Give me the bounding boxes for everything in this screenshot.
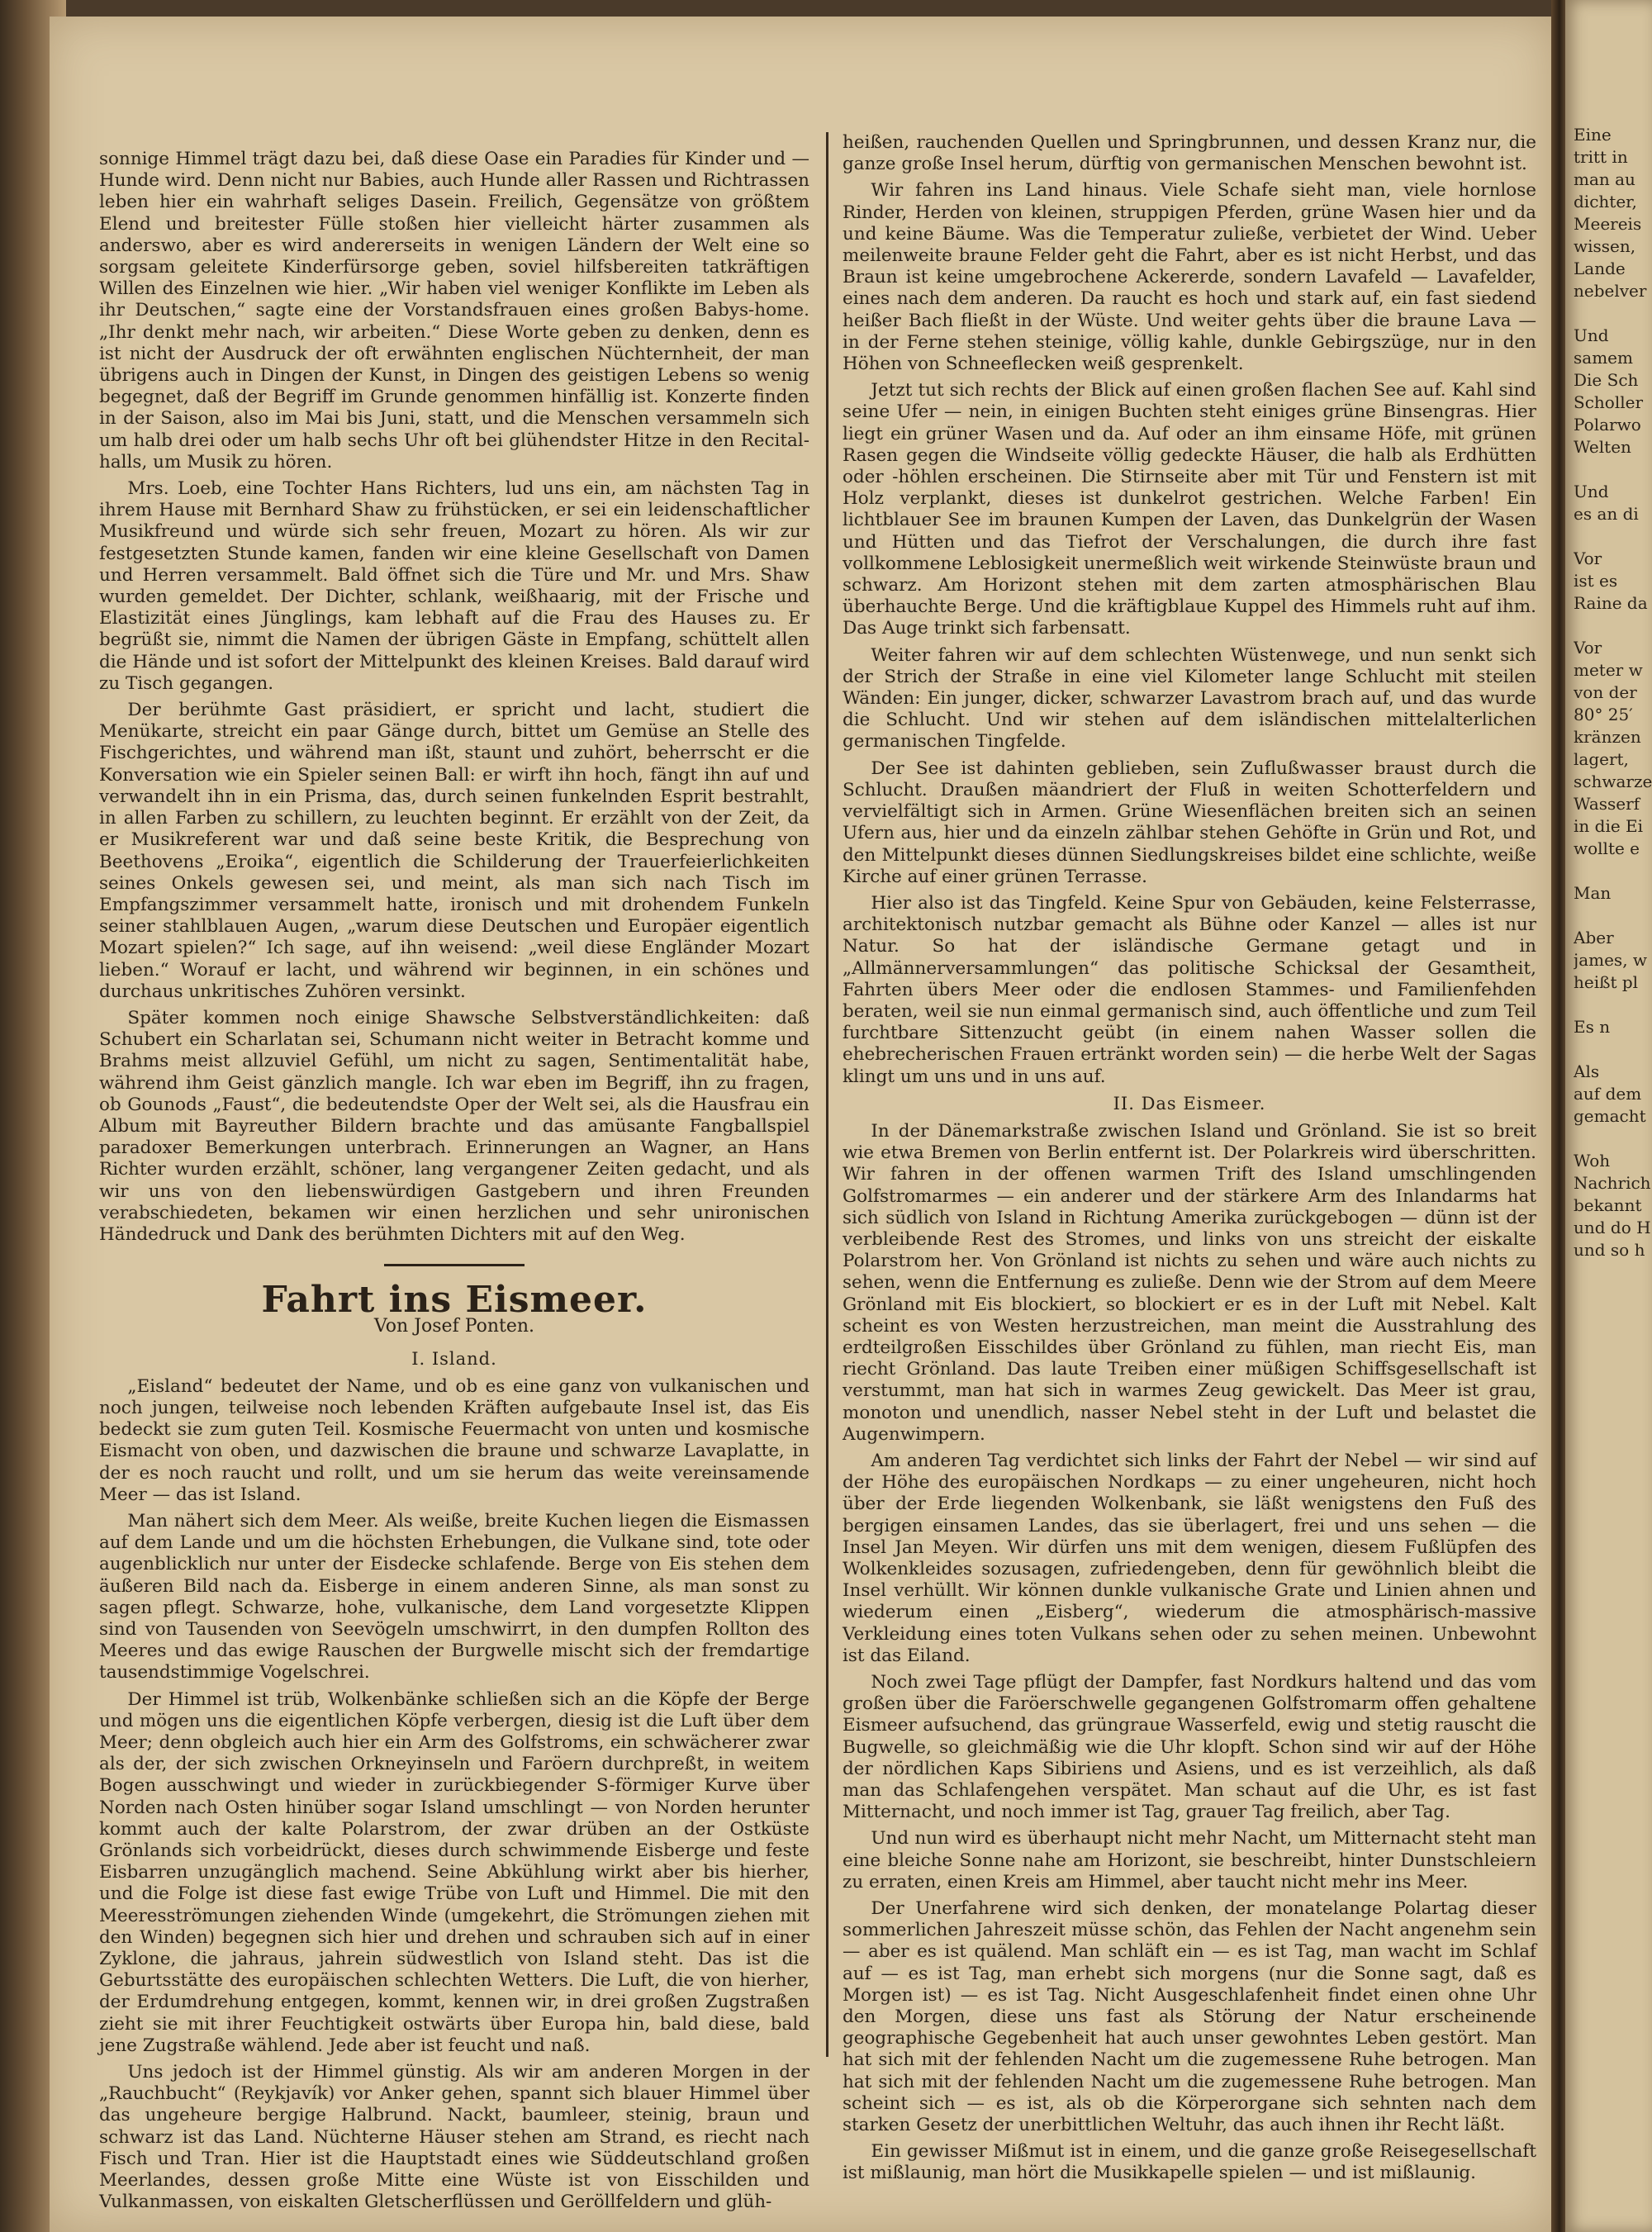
edge-text-line: und do H [1574,1218,1651,1237]
edge-text-line: Eine [1574,125,1612,145]
edge-text-line: nebelver [1574,281,1647,301]
edge-text-line [1574,615,1652,637]
eismeer-paragraph-1: In der Dänemarkstraße zwischen Island und Grönland. Sie ist so breit wie etwa Bremen von Berlin entfernt ist. Der Polarkreis wird überschritten. Wir fahren in der offenen warmen Trift des Island umschlingenden Golfstromarmes — ein anderer und der stärkere Arm des Inlandarms hat sich südlich von Island in Richtung Amerika zurückgebogen — dünn ist der verbleibende Rest des Stromes, und links von uns streicht der eiskalte Polarstrom her. Von Grönland ist nichts zu sehen und wäre auch nichts zu sehen, wenn die Entfernung es zuließe. Denn wie der Strom auf dem Meere Grönland mit Eis blockiert, so blockiert er es in der Luft mit Nebel. Kalt scheint es von Westen herzustreichen, man meint die Ausstrahlung des erdteilgroßen Eisschildes über Grönland zu fühlen, man riecht Eis, man riecht Grönland. Das laute Treiben einer müßigen Schiffsgesellschaft ist verstummt, man hat sich in warmes Zeug gewickelt. Das Meer ist grau, monoton und unendlich, nasser Nebel steht in der Luft und belastet die Augenwimpern. [843,1120,1536,1445]
column-rule [826,132,828,2057]
edge-text-line [1574,302,1652,325]
right-column [843,132,1536,2190]
eismeer-paragraph-3: Noch zwei Tage pflügt der Dampfer, fast Nordkurs haltend und das vom großen über die Faröerschwelle gegangenen Golfstromarm offen gehaltene Eismeer aufsuchend, das grüngraue Wasserfeld, ewig und stetig rauscht die Bugwelle, so gleichmäßig wie die Uhr klopft. Schon sind wir auf der Höhe der nördlichen Kaps Sibiriens und Asiens, und es ist verzeihlich, als daß man das Schlafengehen verspätet. Man schaut auf die Uhr, es ist fast Mitternacht, und noch immer ist Tag, grauer Tag freilich, aber Tag. [843,1672,1536,1823]
edge-text-line: Vor [1574,638,1602,658]
edge-text-line: 80° 25′ [1574,705,1633,724]
edge-text-line [1574,458,1652,481]
shaw-paragraph-4: Später kommen noch einige Shawsche Selbstverständlichkeiten: daß Schubert ein Scharlatan sei, Schumann nicht weiter in Betracht komme und Brahms meist allzuviel Gefühl, um nicht zu sagen, Sentimentalität habe, während ihm Geist gänzlich mangle. Ich war eben im Begriff, ihn zu fragen, ob Gounods „Faust“, die bedeutendste Oper der Welt sei, als die Hausfrau ein Album mit Bayreuther Bildern brachte und das amüsante Fangballspiel paradoxer Bemerkungen unterbrach. Erinnerungen an Wagner, an Hans Richter wurden erzählt, schöner, lang vergangener Zeiten gedacht, und als wir uns von den liebenswürdigen Gastgebern und ihren Freunden verabschiedeten, bekamen wir einen herzlichen und sehr unironischen Händedruck und Dank des berühmten Dichters mit auf den Weg. [99,1007,809,1245]
edge-text-line: Es n [1574,1017,1611,1037]
eismeer-paragraph-4: Und nun wird es überhaupt nicht mehr Nacht, um Mitternacht steht man eine bleiche Sonne nahe am Horizont, sie beschreibt, hinter Dunstschleiern zu erraten, einen Kreis am Himmel, aber taucht nicht mehr ins Meer. [843,1828,1536,1892]
island-paragraph-7: Weiter fahren wir auf dem schlechten Wüstenwege, und nun senkt sich der Strich der Straße in eine viel Kilometer lange Schlucht mit steilen Wänden: Ein junger, dicker, schwarzer Lavastrom brach auf, und das wurde die Schlucht. Und wir stehen auf dem isländischen mittelalterlichen germanischen Tingfelde. [843,644,1536,753]
edge-text-line: gemacht [1574,1106,1646,1126]
edge-text-line: Die Sch [1574,370,1639,390]
edge-text-line [1574,905,1652,927]
edge-text-line: Meereis [1574,214,1642,234]
article-byline: Von Josef Ponten. [373,1316,535,1337]
edge-text-line: Und [1574,482,1609,501]
shaw-paragraph-3: Der berühmte Gast präsidiert, er spricht und lacht, studiert die Menükarte, streicht ein paar Gänge durch, bittet um Gemüse an Stelle des Fischgerichtes, und während man ißt, staunt und zuhört, beherrscht er die Konversation wie ein Spieler seinen Ball: er wirft ihn hoch, fängt ihn auf und verwandelt ihn in ein Prisma, das, durch seinen funkelnden Esprit bestrahlt, in allen Farben zu schillern, zu leuchten beginnt. Er erzählt von der Zeit, da er Musikreferent war und daß seine beste Kritik, die Besprechung von Beethovens „Eroika“, eigentlich die Schilderung der Trauerfeierlichkeiten seines Onkels gewesen sei, und meint, als man sich nach Tisch im Empfangszimmer versammelt hatte, ironisch und mit drohendem Funkeln seiner stahlblauen Augen, „warum diese Deutschen und Europäer eigentlich Mozart spielen?“ Ich sage, auf ihn weisend: „weil diese Engländer Mozart lieben.“ Worauf er lacht, und während wir beginnen, in ein schönes und durchaus unkritisches Zuhören versinkt. [99,700,809,1002]
island-paragraph-8: Der See ist dahinten geblieben, sein Zuflußwasser braust durch die Schlucht. Draußen mäandriert der Fluß in weiten Schotterfeldern und vervielfältigt sich in Armen. Grüne Wiesenflächen breiten sich an seinen Ufern aus, hier und da einzeln zählbar stehen Gehöfte in Grün und Rot, und den Mittelpunkt dieses dünnen Siedlungskreises bildet eine schlichte, weiße Kirche auf einer grünen Terrasse. [843,757,1536,887]
island-paragraph-5: Wir fahren ins Land hinaus. Viele Schafe sieht man, viele hornlose Rinder, Herden von kleinen, struppigen Pferden, grüne Wasen hier und da und keine Bäume. Was die Temperatur zuließe, verbietet der Wind. Ueber meilenweite braune Felder geht die Fahrt, aber es ist nicht Herbst, und das Braun ist keine umgebrochene Ackererde, sondern Lavafeld — Lavafelder, eines nach dem anderen. Da raucht es hoch und stark auf, ein fast siedend heißer Bach fließt in der Wüste. Und weiter gehts über die braune Lava — in der Ferne stehen steinige, völlig kahle, dunkle Gebirgszüge, nur in den Höhen von Schneeflecken weiß gesprenkelt. [843,180,1536,375]
left-column [99,149,809,2218]
edge-text-line: auf dem [1574,1084,1642,1104]
edge-text-line: Und [1574,325,1609,345]
edge-text-line: wissen, [1574,236,1636,256]
next-page-edge [1565,0,1652,2232]
shaw-paragraph-1: sonnige Himmel trägt dazu bei, daß diese Oase ein Paradies für Kinder und — Hunde wird. Denn nicht nur Babies, auch Hunde aller Rassen und Richtrassen leben hier ein wahrhaft seliges Dasein. Freilich, Gegensätze von größtem Elend und breitester Fülle stoßen hier vielleicht härter zusammen als anderswo, aber es wird andererseits in wenigen Ländern der Welt eine so sorgsam geleitete Kinderfürsorge geben, soviel hilfsbereiten tatkräftigen Willen des Einzelnen wie hier. „Wir haben viel weniger Konflikte im Leben als ihr Deutschen,“ sagte eine der Vorstandsfrauen eines großen Babys-home. „Ihr denkt mehr nach, wir arbeiten.“ Diese Worte geben zu denken, denn es ist nicht der Ausdruck der oft erwähnten englischen Nüchternheit, der man übrigens auch in Dingen der Kunst, in Dingen des geistigen Lebens so wenig begegnet, daß der Begriff im Grunde genommen hinfällig ist. Konzerte finden in der Saison, also im Mai bis Juni, statt, und die Menschen versammeln sich um halb drei oder um halb sechs Uhr oft bei glühendster Hitze in den Recital-halls, um Musik zu hören. [99,149,809,473]
edge-text-line: Lande [1574,259,1626,278]
article-title: Fahrt ins Eismeer. [261,1279,648,1322]
edge-text-line [1574,1128,1652,1150]
edge-text-line [1574,994,1652,1016]
edge-text-line: ist es [1574,571,1618,591]
island-paragraph-3: Der Himmel ist trüb, Wolkenbänke schließen sich an die Köpfe der Berge und mögen uns die eigentlichen Köpfe verbergen, diesig ist die Luft über dem Meer; denn obgleich auch hier ein Arm des Golfstroms, ein schwächerer zwar als der, der sich zwischen Orkneyinseln und Faröern durchpreßt, in weitem Bogen ausschwingt und wieder in zurückbiegender S-förmiger Kurve über Norden nach Osten hinüber sogar Island umschlingt — von Norden herunter kommt auch der kalte Polarstrom, der zwar drüben an der Ostküste Grönlands sich vorbeidrückt, dieses durch schwimmende Eisberge und feste Eisbarren unzugänglich machend. Seine Abkühlung wirkt aber bis hierher, und die Folge ist diese fast ewige Trübe von Luft und Himmel. Die mit den Meeresströmungen ziehenden Winde (umgekehrt, die Strömungen ziehen mit den Winden) begegnen sich hier und drehen und schrauben sich auf in einer Zyklone, die jahraus, jahrein südwestlich von Island steht. Das ist die Geburtsstätte des europäischen schlechten Wetters. Die Luft, die von hierher, der Erdumdrehung entgegen, kommt, kennen wir, in drei großen Zugstraßen zieht sie mit ihrer Feuchtigkeit ostwärts über Europa hin, bald diese, bald jene Zugstraße wählend. Jede aber ist feucht und naß. [99,1688,809,2056]
edge-text-line: Welten [1574,437,1631,457]
edge-text-line: kränzen [1574,727,1641,747]
edge-text-line: Raine da [1574,593,1648,613]
edge-text-line [1574,860,1652,882]
edge-text-line [1574,525,1652,548]
edge-text-line: heißt pl [1574,972,1639,992]
edge-text-line: Vor [1574,549,1602,568]
edge-text-line: tritt in [1574,147,1628,167]
section-heading-island: I. Island. [411,1348,497,1369]
edge-text-line: meter w [1574,660,1643,680]
island-paragraph-2: Man nähert sich dem Meer. Als weiße, breite Kuchen liegen die Eismassen auf dem Lande und um die höchsten Erhebungen, die Vulkane sind, tote oder augenblicklich nur unter der Eisdecke schlafende. Berge von Eis stehen dem äußeren Bild nach da. Eisberge in einem anderen Sinne, als man sonst zu sagen pflegt. Schwarze, hohe, vulkanische, dem Land vorgesetzte Klippen sind von Tausenden von Seevögeln umschwirrt, in den dumpfen Rollton des Meeres und das ewige Rauschen der Burgwelle mischt sich der fremdartige tausendstimmige Vogelschrei. [99,1510,809,1683]
eismeer-paragraph-5: Der Unerfahrene wird sich denken, der monatelange Polartag dieser sommerlichen Jahreszeit müsse schön, das Fehlen der Nacht angenehm sein — aber es ist quälend. Man schläft ein — es ist Tag, man wacht im Schlaf auf — es ist Tag, man erhebt sich morgens (nur die Sonne sagt, daß es Morgen ist) — es ist Tag. Nicht Ausgeschlafenheit findet einen ohne Uhr den Morgen, diese uns fast als Störung der Natur erscheinende geographische Gegebenheit hat auch unser gewohntes Leben gestört. Man hat sich mit der fehlenden Nacht um die zugemessene Ruhe betrogen. Man hat sich mit der fehlenden Nacht um die zugemessene Ruhe betrogen. Man scheint sich — es ist, als ob die Körperorgane sich sehnten nach dem starken Gesetz der unerbittlichen Weltuhr, das auch ihnen ihr Recht läßt. [843,1898,1536,2136]
eismeer-paragraph-6: Ein gewisser Mißmut ist in einem, und die ganze große Reisegesellschaft ist mißlaunig, man hört die Musikkapelle spielen — und ist mißlaunig. [843,2141,1536,2184]
article-separator [384,1264,525,1266]
edge-text-line: dichter, [1574,192,1637,211]
edge-text-line: Nachrich [1574,1173,1651,1193]
eismeer-paragraph-2: Am anderen Tag verdichtet sich links der Fahrt der Nebel — wir sind auf der Höhe des europäischen Nordkaps — zu einer ungeheuren, nicht hoch über der Erde liegenden Wolkenbank, sie läßt wenigstens den Fuß des bergigen einsamen Landes, das sie überlagert, frei und uns sehen — die Insel Jan Meyen. Wir dürfen uns mit dem wenigen, diesem Fußlüpfen des Wolkenkleides sozusagen, zufriedengeben, denn für gewöhnlich bleibt die Insel verhüllt. Wir können dunkle vulkanische Grate und Linien ahnen und wiederum einen „Eisberg“, wiederum die atmosphärisch-massive Verkleidung eines toten Vulkans sehen oder zu sehen meinen. Unbewohnt ist das Eiland. [843,1450,1536,1666]
edge-text-line: Wasserf [1574,794,1640,814]
edge-text-line: schwarze [1574,772,1652,791]
edge-text-line: samem [1574,348,1633,368]
island-paragraph-1: „Eisland“ bedeutet der Name, und ob es eine ganz von vulkanischen und noch jungen, teilweise noch lebenden Kräften aufgebaute Insel ist, das Eis bedeckt sie zum guten Teil. Kosmische Feuermacht von unten und kosmische Eismacht von oben, und dazwischen die braune und schwarze Lavaplatte, in der es noch raucht und rollt, und um sie herum das weite vereinsamende Meer — das ist Island. [99,1375,809,1505]
edge-text-line: Polarwo [1574,415,1641,435]
edge-text-line: von der [1574,682,1637,702]
island-paragraph-9: Hier also ist das Tingfeld. Keine Spur von Gebäuden, keine Felsterrasse, architektonisch nutzbar gemacht als Bühne oder Kanzel — alles ist nur Natur. So hat der isländische Germane getagt und in „Allmännerversammlungen“ das politische Schicksal der Gesamtheit, Fahrten übers Meer oder die endlosen Stammes- und Familienfehden beraten, weil sie nun einmal germanisch sind, auch öffentliche und zum Teil furchtbare Sittenzucht geübt (in einem nahen Wasser sollen die ehebrecherischen Frauen ertränkt worden sein) — die herbe Welt der Sagas klingt um uns und in uns auf. [843,892,1536,1087]
edge-text-line: Aber [1574,928,1614,947]
edge-text-line: james, w [1574,950,1648,970]
edge-text-line: in die Ei [1574,816,1644,836]
edge-text-line: Woh [1574,1151,1611,1171]
island-continued-paragraph: heißen, rauchenden Quellen und Springbrunnen, und dessen Kranz nur, die ganze große Insel herum, dürftig von germanischen Menschen bewohnt ist. [843,132,1536,175]
edge-text-line: man au [1574,169,1635,189]
edge-text-line: lagert, [1574,749,1629,769]
edge-text-line: bekannt [1574,1195,1642,1215]
edge-text-line: Man [1574,883,1612,903]
edge-text-line: wollte e [1574,838,1640,858]
next-page-text-fragments [1574,124,1652,1261]
edge-text-line: Als [1574,1061,1600,1081]
island-paragraph-4: Uns jedoch ist der Himmel günstig. Als wir am anderen Morgen in der „Rauchbucht“ (Reykjavík) vor Anker gehen, spannt sich blauer Himmel über das ungeheure bergige Halbrund. Nackt, baumleer, steinig, braun und schwarz ist das Land. Nüchterne Häuser stehen am Strand, es riecht nach Fisch und Tran. Hier ist die Hauptstadt eines wie Süddeutschland großen Meerlandes, dessen große Mitte eine Wüste ist von Eisschilden und Vulkanmassen, von eiskalten Gletscherflüssen und Geröllfeldern und glüh- [99,2062,809,2213]
island-paragraph-6: Jetzt tut sich rechts der Blick auf einen großen flachen See auf. Kahl sind seine Ufer — nein, in einigen Buchten steht einiges grüne Binsengras. Hier liegt ein grüner Wasen und da. Auf oder an ihm einsame Höfe, mit grünen Rasen gegen die Windseite völlig gedeckte Häuser, die halb als Erdhütten oder -höhlen erscheinen. Die Stirnseite aber mit Tür und Fenstern ist mit Holz verplankt, dieses ist dunkelrot gestrichen. Welche Farben! Ein lichtblauer See im braunen Kumpen der Laven, das Dunkelgrün der Wasen und Hütten und das Tiefrot der Verschalungen, die durch ihre fast vollkommene Leblosigkeit unermeßlich weit wirkende Steinwüste braun und schwarz. Am Horizont stehen mit dem zarten atmosphärischen Blau überhauchte Berge. Und die kräftigblaue Kuppel des Himmels ruht auf ihm. Das Auge trinkt sich farbensatt. [843,380,1536,639]
section-heading-eismeer: II. Das Eismeer. [1113,1093,1266,1114]
edge-text-line [1574,1038,1652,1061]
edge-text-line: und so h [1574,1240,1645,1260]
edge-text-line: Scholler [1574,392,1644,412]
shaw-paragraph-2: Mrs. Loeb, eine Tochter Hans Richters, lud uns ein, am nächsten Tag in ihrem Hause mit Bernhard Shaw zu frühstücken, er sei ein leidenschaftlicher Musikfreund und würde sich sehr freuen, Mozart zu hören. Als wir zur festgesetzten Stunde kamen, fanden wir eine kleine Gesellschaft von Damen und Herren versammelt. Bald öffnet sich die Türe und Mr. und Mrs. Shaw wurden gemeldet. Der Dichter, schlank, weißhaarig, mit der Frische und Elastizität eines Jünglings, kam lebhaft auf die Frau des Hauses zu. Er begrüßt sie, nimmt die Namen der übrigen Gäste in Empfang, schüttelt allen die Hände und ist sofort der Mittelpunkt des kleinen Kreises. Bald darauf wird zu Tisch gegangen. [99,478,809,694]
edge-text-line: es an di [1574,504,1639,524]
